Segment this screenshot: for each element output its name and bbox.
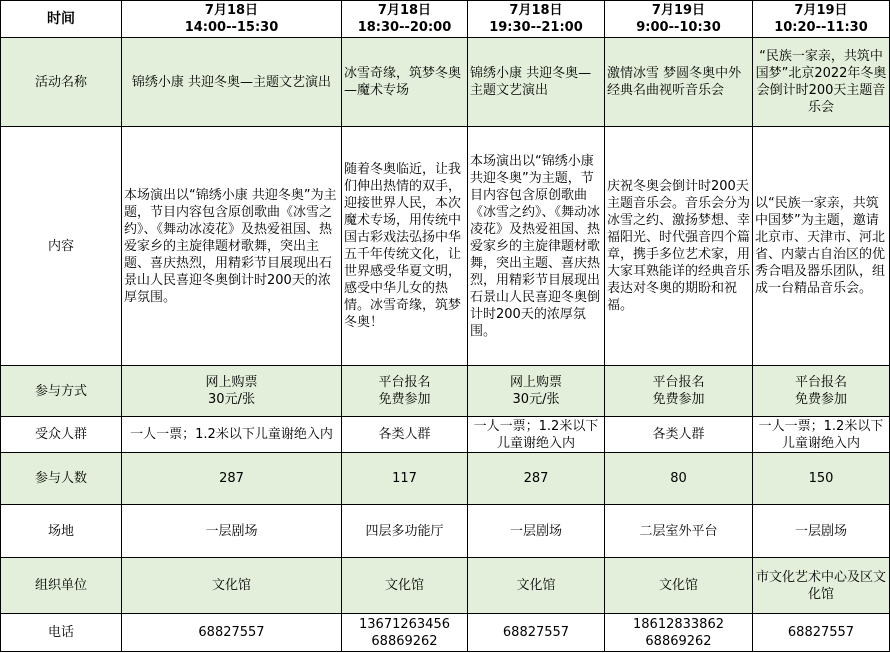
- method-cell-3: [468, 366, 605, 417]
- phone-4-line1: 18612833862: [633, 616, 724, 632]
- method-2-line2: 免费参加: [378, 392, 431, 407]
- method-3-line1: 网上购票: [509, 375, 562, 390]
- organizer-row: [1, 558, 890, 614]
- content-cell-1: 本场演出以“锦绣小康 共迎冬奥”为主题，节目内容包含原创歌曲《冰雪之约》、《舞动冰凌花》及热爱祖国、热爱家乡的主旋律题材歌舞，突出主题、喜庆热烈，用精彩节目展现出石景山人民喜迎冬奥倒计时200天的浓厚氛围。: [122, 127, 342, 366]
- name-cell-2: 冰雪奇缘，筑梦冬奥—魔术专场: [342, 38, 468, 127]
- date-1: 7月18日: [204, 3, 259, 18]
- audience-cell-2: 各类人群: [342, 417, 468, 453]
- time-col-1: [122, 1, 342, 38]
- time-col-5: [753, 1, 890, 38]
- count-cell-4: 80: [605, 453, 753, 505]
- phone-4-line2: 68869262: [645, 633, 712, 649]
- method-5-line1: 平台报名: [794, 375, 847, 390]
- count-cell-5: 150: [753, 453, 890, 505]
- audience-label: 受众人群: [1, 417, 122, 453]
- audience-cell-3: 一人一票；1.2米以下儿童谢绝入内: [468, 417, 605, 453]
- phone-row: [1, 614, 890, 652]
- method-row: [1, 366, 890, 417]
- count-cell-3: 287: [468, 453, 605, 505]
- time-2: 18:30--20:00: [357, 20, 452, 35]
- phone-3-line1: 68827557: [502, 625, 570, 640]
- phone-cell-5: [753, 614, 890, 652]
- content-cell-4: 庆祝冬奥会倒计时200天主题音乐会。音乐会分为冰雪之约、激扬梦想、幸福阳光、时代强音四个篇章，携手多位艺术家，用大家耳熟能详的经典音乐表达对冬奥的期盼和祝福。: [605, 127, 753, 366]
- phone-label: 电话: [1, 614, 122, 652]
- content-cell-2: 随着冬奥临近，让我们伸出热情的双手，迎接世界人民，本次魔术专场，用传统中国古彩戏法弘扬中华五千年传统文化，让世界感受华夏文明，感受中华儿女的热情。冰雪奇缘，筑梦冬奥！: [342, 127, 468, 366]
- date-2: 7月18日: [377, 3, 432, 18]
- time-5: 10:20--11:30: [774, 20, 868, 35]
- method-3-line2: 30元/张: [512, 392, 560, 407]
- name-cell-1: 锦绣小康 共迎冬奥—主题文艺演出: [122, 38, 342, 127]
- organizer-cell-4: 文化馆: [605, 558, 753, 614]
- count-cell-1: 287: [122, 453, 342, 505]
- audience-row: [1, 417, 890, 453]
- phone-cell-2: [342, 614, 468, 652]
- date-4: 7月19日: [651, 3, 706, 18]
- venue-label: 场地: [1, 505, 122, 558]
- phone-2-line1: 13671263456: [359, 616, 450, 632]
- audience-cell-4: 各类人群: [605, 417, 753, 453]
- phone-cell-3: [468, 614, 605, 652]
- name-cell-3: 锦绣小康 共迎冬奥—主题文艺演出: [468, 38, 605, 127]
- method-label: 参与方式: [1, 366, 122, 417]
- venue-cell-2: 四层多功能厅: [342, 505, 468, 558]
- time-col-2: [342, 1, 468, 38]
- method-1-line1: 网上购票: [205, 375, 258, 390]
- time-4: 9:00--10:30: [636, 20, 721, 35]
- method-1-line2: 30元/张: [208, 392, 255, 407]
- content-row: [1, 127, 890, 366]
- audience-cell-1: 一人一票；1.2米以下儿童谢绝入内: [122, 417, 342, 453]
- count-row: [1, 453, 890, 505]
- phone-5-line1: 68827557: [787, 625, 855, 640]
- organizer-cell-2: 文化馆: [342, 558, 468, 614]
- method-4-line2: 免费参加: [652, 392, 705, 407]
- time-1: 14:00--15:30: [184, 20, 279, 35]
- method-cell-1: [122, 366, 342, 417]
- time-3: 19:30--21:00: [489, 20, 583, 35]
- method-cell-4: [605, 366, 753, 417]
- venue-cell-3: 一层剧场: [468, 505, 605, 558]
- count-label: 参与人数: [1, 453, 122, 505]
- name-row: [1, 38, 890, 127]
- date-5: 7月19日: [794, 3, 848, 18]
- name-cell-5: “民族一家亲，共筑中国梦”北京2022年冬奥会倒计时200天主题音乐会: [753, 38, 890, 127]
- content-label: 内容: [1, 127, 122, 366]
- venue-cell-1: 一层剧场: [122, 505, 342, 558]
- method-5-line2: 免费参加: [794, 392, 847, 407]
- count-cell-2: 117: [342, 453, 468, 505]
- audience-cell-5: 一人一票；1.2米以下儿童谢绝入内: [753, 417, 890, 453]
- time-header: 时间: [1, 1, 122, 38]
- method-cell-2: [342, 366, 468, 417]
- venue-cell-4: 二层室外平台: [605, 505, 753, 558]
- phone-cell-1: [122, 614, 342, 652]
- venue-cell-5: 一层剧场: [753, 505, 890, 558]
- content-cell-3: 本场演出以“锦绣小康 共迎冬奥”为主题，节目内容包含原创歌曲《冰雪之约》、《舞动冰凌花》及热爱祖国、热爱家乡的主旋律题材歌舞，突出主题、喜庆热烈，用精彩节目展现出石景山人民喜迎冬奥倒计时200天的浓厚氛围。: [468, 127, 605, 366]
- method-4-line1: 平台报名: [652, 375, 705, 390]
- content-cell-5: 以“民族一家亲，共筑中国梦”为主题，邀请北京市、天津市、河北省、内蒙古自治区的优秀合唱及器乐团队，组成一台精品音乐会。: [753, 127, 890, 366]
- organizer-cell-3: 文化馆: [468, 558, 605, 614]
- name-label: 活动名称: [1, 38, 122, 127]
- header-row: [1, 1, 890, 38]
- organizer-cell-1: 文化馆: [122, 558, 342, 614]
- organizer-cell-5: 市文化艺术中心及区文化馆: [753, 558, 890, 614]
- phone-2-line2: 68869262: [371, 633, 438, 649]
- name-cell-4: 激情冰雪 梦圆冬奥中外经典名曲视听音乐会: [605, 38, 753, 127]
- venue-row: [1, 505, 890, 558]
- organizer-label: 组织单位: [1, 558, 122, 614]
- time-col-3: [468, 1, 605, 38]
- phone-1-line1: 68827557: [198, 625, 265, 640]
- time-col-4: [605, 1, 753, 38]
- method-2-line1: 平台报名: [378, 375, 431, 390]
- date-3: 7月18日: [509, 3, 563, 18]
- phone-cell-4: [605, 614, 753, 652]
- method-cell-5: [753, 366, 890, 417]
